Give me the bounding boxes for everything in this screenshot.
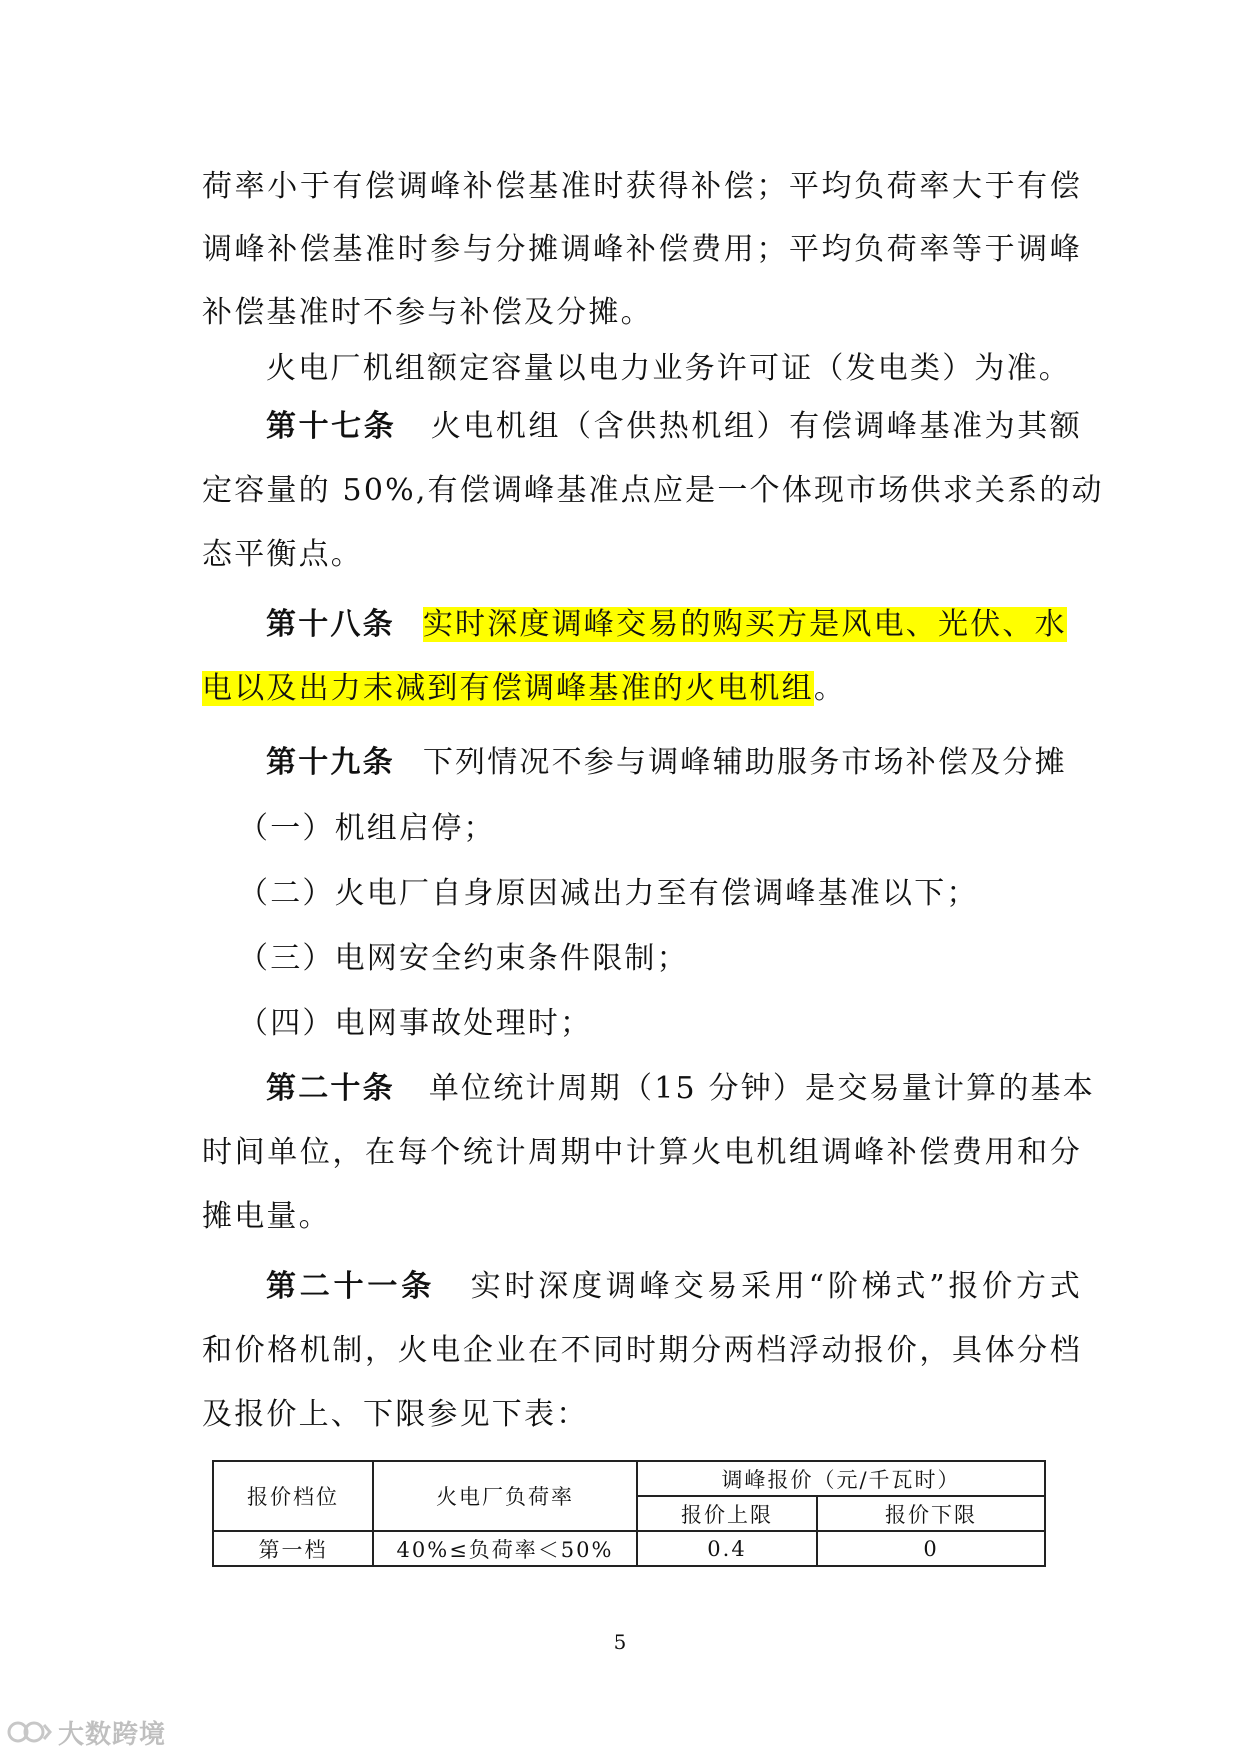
brand-logo-icon [6,1717,52,1747]
cell-upper: 0.4 [637,1531,817,1566]
table-row [213,1531,1045,1566]
article-20-heading: 第二十条 [266,1071,395,1106]
article-17-heading: 第十七条 [266,409,397,444]
body-line: 态平衡点。 [202,537,363,572]
body-line: 及报价上、下限参见下表： [202,1397,589,1432]
article-19-line [266,740,1082,786]
list-item: （二）火电厂自身原因减出力至有偿调峰基准以下； [238,876,979,911]
list-item: （三）电网安全约束条件限制； [238,941,689,976]
article-17-text: 火电机组（含供热机组）有偿调峰基准为其额 [430,409,1082,444]
article-20-line [266,1066,1095,1112]
article-21-text: 实时深度调峰交易采用“阶梯式”报价方式 [469,1269,1082,1304]
article-18-heading: 第十八条 [266,607,395,642]
watermark-text: 大数跨境 [58,1719,167,1750]
watermark [6,1714,166,1750]
body-line: 定容量的 50%,有偿调峰基准点应是一个体现市场供求关系的动 [202,473,1104,508]
article-21-heading: 第二十一条 [266,1269,436,1304]
page-number: 5 [613,1630,627,1654]
header-upper: 报价上限 [637,1496,817,1531]
body-line: 时间单位，在每个统计周期中计算火电机组调峰补偿费用和分 [202,1135,1082,1170]
article-18-punctuation: 。 [813,671,847,706]
body-line: 火电厂机组额定容量以电力业务许可证（发电类）为准。 [266,351,1071,386]
header-lower: 报价下限 [817,1496,1045,1531]
article-18-highlight: 电以及出力未减到有偿调峰基准的火电机组 [202,671,814,706]
article-19-text: 下列情况不参与调峰辅助服务市场补偿及分摊 [422,745,1067,780]
cell-load-rate: 40%≤负荷率＜50% [373,1531,637,1566]
body-line: 荷率小于有偿调峰补偿基准时获得补偿；平均负荷率大于有偿 [202,169,1082,204]
list-item: （一）机组启停； [238,811,496,846]
cell-tier: 第一档 [213,1531,373,1566]
body-line: 摊电量。 [202,1199,331,1234]
article-18-line-2 [202,666,1082,712]
header-tier: 报价档位 [213,1461,373,1531]
article-19-heading: 第十九条 [266,745,395,780]
body-line: 补偿基准时不参与补偿及分摊。 [202,295,653,330]
cell-lower: 0 [817,1531,1045,1566]
article-17-line [266,404,1082,450]
article-21-line [266,1264,1082,1310]
price-table [212,1460,1046,1567]
article-20-text: 单位统计周期（15 分钟）是交易量计算的基本 [428,1071,1095,1106]
body-line: 调峰补偿基准时参与分摊调峰补偿费用；平均负荷率等于调峰 [202,232,1082,267]
table-header-row [213,1461,1045,1496]
header-price-group: 调峰报价（元/千瓦时） [637,1461,1045,1496]
article-18-highlight: 实时深度调峰交易的购买方是风电、光伏、水 [422,607,1067,642]
body-line: 和价格机制，火电企业在不同时期分两档浮动报价，具体分档 [202,1333,1082,1368]
header-load-rate: 火电厂负荷率 [373,1461,637,1531]
article-18-line [266,602,1082,648]
list-item: （四）电网事故处理时； [238,1006,593,1041]
